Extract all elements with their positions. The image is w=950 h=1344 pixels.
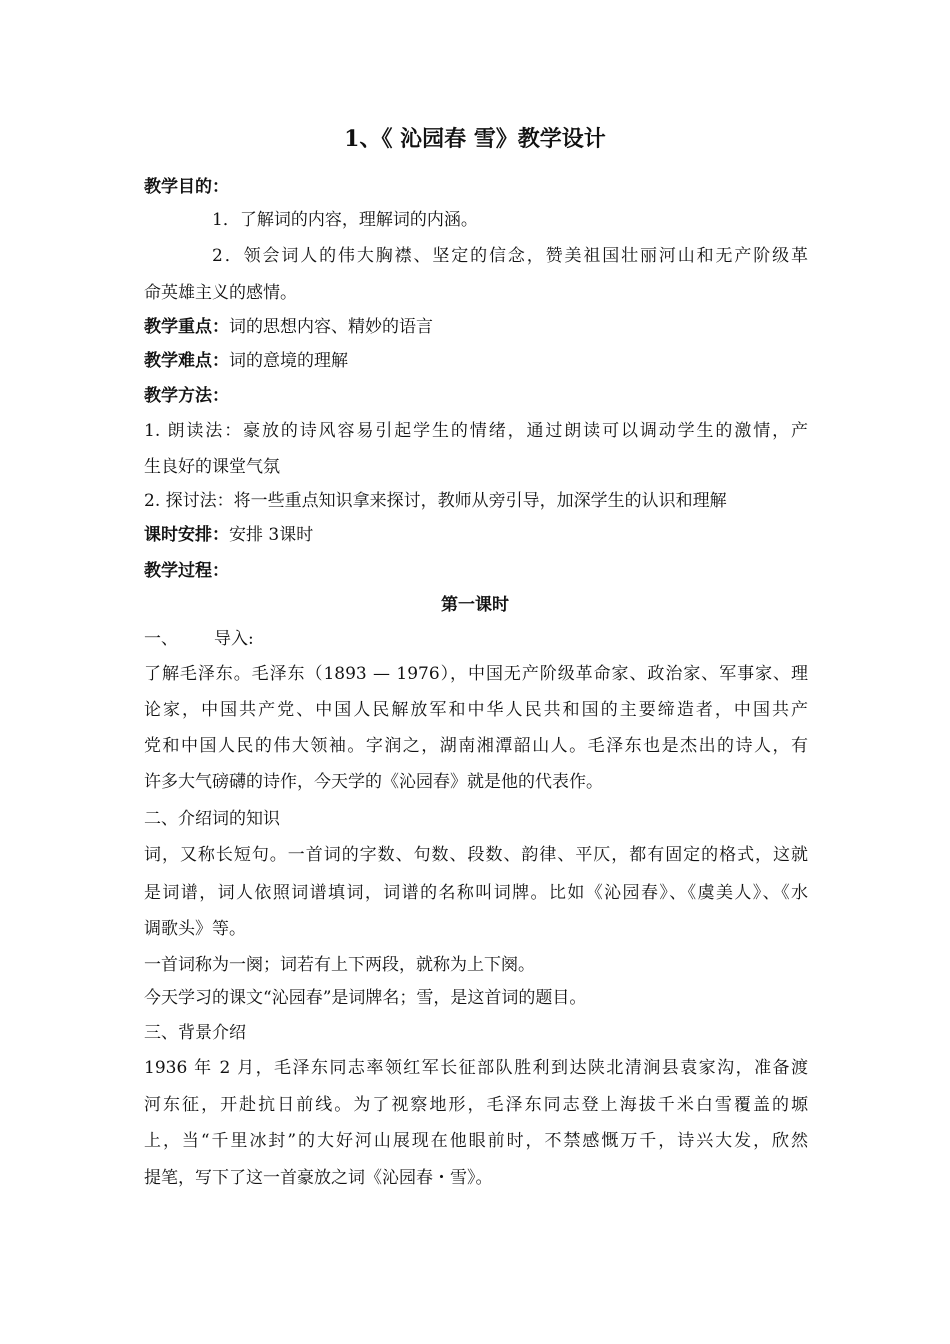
ci-line-1: 词，又称长短句。一首词的字数、句数、段数、韵律、平仄，都有固定的格式，这就	[144, 845, 808, 865]
ci-line-3: 调歌头》等。	[144, 919, 246, 939]
key-points-line	[144, 316, 808, 338]
section-2-heading: 二、介绍词的知识	[144, 809, 280, 829]
ci-line-4: 一首词称为一阕；词若有上下两段，就称为上下阕。	[144, 955, 535, 975]
background-line-2: 河东征，开赴抗日前线。为了视察地形，毛泽东同志登上海拔千米白雪覆盖的塬	[144, 1095, 808, 1115]
objective-item-2-line-1: 2．领会词人的伟大胸襟、坚定的信念，赞美祖国壮丽河山和无产阶级革	[212, 246, 808, 266]
section-1-number: 一、	[144, 629, 178, 649]
schedule-line	[144, 524, 808, 546]
ci-line-2: 是词谱，词人依照词谱填词，词谱的名称叫词牌。比如《沁园春》、《虞美人》、《水	[144, 883, 808, 903]
method-1-line-1: 1. 朗读法：豪放的诗风容易引起学生的情绪，通过朗读可以调动学生的激情，产	[144, 421, 808, 441]
difficulty-text: 词的意境的理解	[229, 351, 348, 371]
section-1-heading	[144, 628, 808, 650]
difficulty-label: 教学难点：	[144, 351, 229, 371]
background-line-3: 上，当“千里冰封”的大好河山展现在他眼前时，不禁感慨万千，诗兴大发，欣然	[144, 1131, 808, 1151]
method-2: 2. 探讨法：将一些重点知识拿来探讨，教师从旁引导，加深学生的认识和理解	[144, 491, 727, 511]
document-title: 1、《 沁园春 雪》教学设计	[344, 126, 606, 152]
intro-line-3: 党和中国人民的伟大领袖。字润之，湖南湘潭韶山人。毛泽东也是杰出的诗人，有	[144, 736, 808, 756]
methods-label: 教学方法：	[144, 386, 229, 406]
difficulty-line	[144, 350, 808, 372]
objective-item-1: 1．了解词的内容，理解词的内涵。	[212, 210, 478, 230]
key-points-text: 词的思想内容、精妙的语言	[229, 317, 433, 337]
section-3-heading: 三、背景介绍	[144, 1023, 246, 1043]
ci-line-5: 今天学习的课文“沁园春”是词牌名；雪，是这首词的题目。	[144, 988, 587, 1008]
schedule-label: 课时安排：	[144, 525, 229, 545]
method-1-line-2: 生良好的课堂气氛	[144, 457, 280, 477]
schedule-text: 安排 3课时	[229, 525, 314, 545]
intro-line-2: 论家，中国共产党、中国人民解放军和中华人民共和国的主要缔造者，中国共产	[144, 700, 808, 720]
objective-item-2-line-2: 命英雄主义的感情。	[144, 283, 297, 303]
background-line-4: 提笔，写下了这一首豪放之词《沁园春・雪》。	[144, 1168, 493, 1188]
section-1-title: 导入:	[214, 629, 254, 649]
process-label: 教学过程：	[144, 561, 229, 581]
intro-line-4: 许多大气磅礴的诗作，今天学的《沁园春》就是他的代表作。	[144, 772, 603, 792]
objectives-label: 教学目的：	[144, 177, 229, 197]
lesson-heading: 第一课时	[441, 595, 509, 615]
intro-line-1: 了解毛泽东。毛泽东（1893 — 1976），中国无产阶级革命家、政治家、军事家、理	[144, 664, 808, 684]
background-line-1: 1936 年 2 月，毛泽东同志率领红军长征部队胜利到达陕北清涧县袁家沟，准备渡	[144, 1058, 808, 1078]
key-points-label: 教学重点：	[144, 317, 229, 337]
